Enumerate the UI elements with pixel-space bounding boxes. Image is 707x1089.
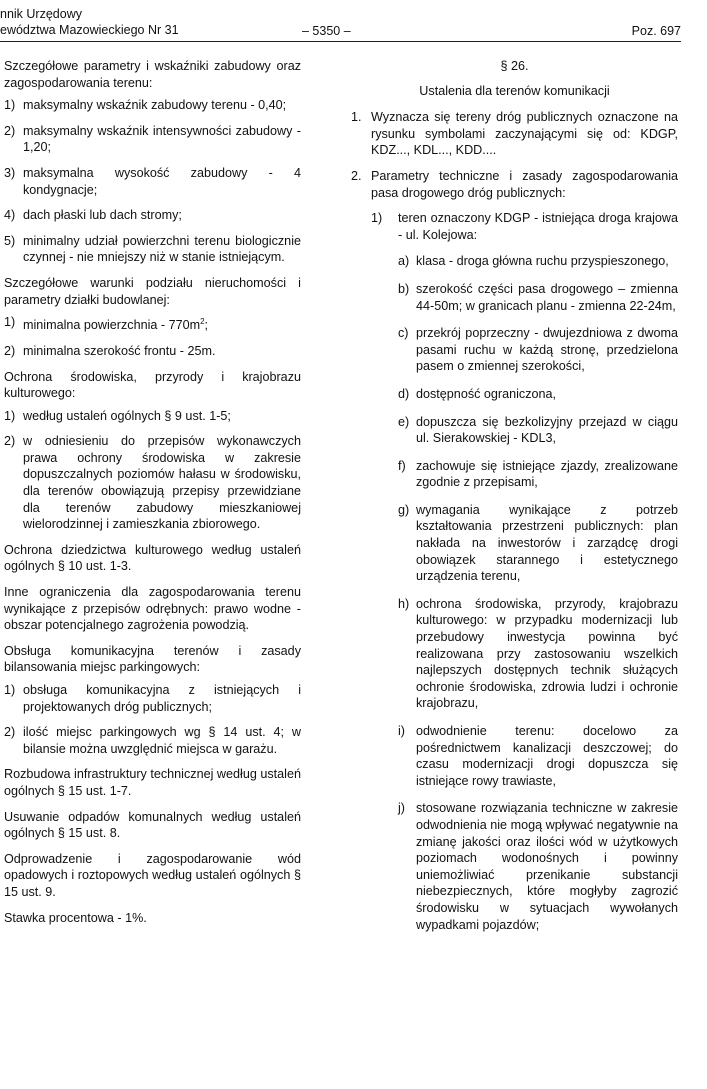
- item-number: 2): [4, 123, 16, 138]
- paragraph: Inne ograniczenia dla zagospodarowania terenu wynikające z przepisów odrębnych: prawo wodne - obszar potencjalnego zagrożenia powodzią.: [4, 585, 301, 633]
- item-number: 1): [4, 98, 16, 113]
- list-item: [4, 97, 301, 114]
- item-text: minimalna szerokość frontu - 25m.: [23, 343, 216, 358]
- list-item: [4, 433, 301, 533]
- left-column: [4, 58, 301, 935]
- item-letter: b): [398, 281, 410, 296]
- item-text: maksymalny wskaźnik intensywności zabudowy - 1,20;: [23, 123, 301, 155]
- item-text: szerokość części pasa drogowego – zmienna 44-50m; w granicach planu - zmienna 22-24m,: [416, 281, 678, 313]
- section-heading: Ustalenia dla terenów komunikacji: [419, 83, 610, 98]
- section-number: § 26.: [500, 59, 529, 73]
- item-letter: e): [398, 414, 410, 429]
- paragraph: Szczegółowe warunki podziału nieruchomości i parametry działki budowlanej:: [4, 275, 301, 307]
- item-text: stosowane rozwiązania techniczne w zakresie odwodnienia nie mogą wpływać negatywnie na zmianę jakości oraz ilości wód w użytkowych poziomach wodonośnych i powinny uniemożliwiać przenikanie substancji niebezpiecznych, które mogłyby zagrozić środowisku w sytuacjach wywołanych wypadkami pojazdów;: [416, 801, 678, 932]
- sub-item: [371, 210, 678, 243]
- letter-item: [398, 281, 678, 314]
- item-number: 2): [4, 343, 16, 358]
- paragraph: Usuwanie odpadów komunalnych według ustaleń ogólnych § 15 ust. 8.: [4, 809, 301, 841]
- item-text: dostępność ograniczona,: [416, 386, 557, 401]
- item-text: teren oznaczony KDGP - istniejąca droga krajowa - ul. Kolejowa:: [398, 211, 678, 242]
- list-item: [4, 233, 301, 266]
- item-number: 3): [4, 165, 16, 180]
- item-text: Wyznacza się tereny dróg publicznych oznaczone na rysunku symbolami zaczynającymi się od: KDGP, KDZ..., KDL..., KDD....: [371, 110, 678, 158]
- letter-item: [398, 596, 678, 712]
- list-item: [4, 314, 301, 334]
- item-letter: c): [398, 326, 409, 341]
- list-item: [4, 682, 301, 715]
- list-item: [351, 168, 678, 201]
- paragraph: Szczegółowe parametry i wskaźniki zabudowy oraz zagospodarowania terenu:: [4, 59, 301, 90]
- item-number: 2.: [351, 168, 362, 183]
- item-text: ilość miejsc parkingowych wg § 14 ust. 4; w bilansie można uwzględnić miejsca w garażu.: [23, 725, 301, 756]
- page-header: [0, 6, 681, 46]
- item-text: dopuszcza się bezkolizyjny przejazd w ciągu ul. Sierakowskiej - KDL3,: [416, 414, 678, 446]
- item-text-main: minimalna powierzchnia - 770m: [23, 318, 201, 333]
- letter-item: [398, 800, 678, 933]
- publication-title: nnik Urzędowy ewództwa Mazowieckiego Nr 31: [0, 7, 179, 37]
- item-text: [23, 314, 301, 334]
- paragraph: Ochrona środowiska, przyrody i krajobrazu kulturowego:: [4, 369, 301, 401]
- superscript: 2: [200, 317, 205, 327]
- item-number: 1.: [351, 110, 362, 125]
- item-letter: g): [398, 502, 410, 517]
- letter-item: [398, 414, 678, 447]
- item-letter: d): [398, 386, 410, 401]
- item-letter: j): [398, 801, 405, 816]
- list-item: [4, 408, 301, 425]
- item-text: klasa - droga główna ruchu przyspieszonego,: [416, 254, 669, 269]
- item-letter: f): [398, 458, 406, 473]
- item-text: w odniesieniu do przepisów wykonawczych prawa ochrony środowiska w zakresie dopuszczalnych poziomów hałasu w środowisku, dla terenów obowiązują przepisy przewidziane dla terenów zabudowy mieszkaniowej wielorodzinnej i zamieszkania zbiorowego.: [23, 434, 301, 532]
- item-number: 1): [371, 211, 383, 226]
- letter-item: [398, 386, 678, 403]
- item-text: zachowuje się istniejące zjazdy, zrealizowane zgodnie z przepisami,: [416, 458, 678, 490]
- item-number: 1): [4, 315, 16, 330]
- list-item: [4, 207, 301, 224]
- item-text: obsługa komunikacyjna z istniejących i projektowanych dróg publicznych;: [23, 683, 301, 714]
- letter-item: [398, 723, 678, 789]
- position-number: Poz. 697: [631, 24, 681, 38]
- item-text: ochrona środowiska, przyrody, krajobrazu kulturowego: w przypadku modernizacji lub przebudowy inwestycja powinna być realizowana przy zastosowaniu wszelkich najlepszych dostępnych technik służących ochronie środowiska, zdrowia ludzi i ochronie krajobrazu,: [416, 596, 678, 711]
- item-text: Parametry techniczne i zasady zagospodarowania pasa drogowego dróg publicznych:: [371, 168, 678, 200]
- letter-item: [398, 502, 678, 585]
- page-number: – 5350 –: [302, 24, 351, 38]
- item-number: 4): [4, 208, 16, 223]
- item-letter: i): [398, 724, 405, 738]
- paragraph: Stawka procentowa - 1%.: [4, 910, 147, 925]
- list-item: [4, 123, 301, 156]
- item-text: przekrój poprzeczny - dwujezdniowa z dwoma pasami ruchu w każdą stronę, przedzielona pasem o zmiennej szerokości,: [416, 326, 678, 374]
- letter-item: [398, 325, 678, 375]
- item-text: minimalny udział powierzchni terenu biologicznie czynnej - nie mniejszy niż w stanie istniejącym.: [23, 233, 301, 265]
- paragraph: Ochrona dziedzictwa kulturowego według ustaleń ogólnych § 10 ust. 1-3.: [4, 542, 301, 574]
- list-item: [351, 109, 678, 159]
- item-letter: a): [398, 254, 410, 269]
- right-column: [351, 58, 678, 944]
- paragraph: Odprowadzenie i zagospodarowanie wód opadowych i roztopowych według ustaleń ogólnych § 15 ust. 9.: [4, 851, 301, 899]
- item-number: 2): [4, 725, 16, 740]
- item-number: 5): [4, 233, 16, 248]
- item-number: 1): [4, 683, 16, 697]
- list-item: [4, 165, 301, 198]
- item-text: dach płaski lub dach stromy;: [23, 208, 182, 223]
- item-text: według ustaleń ogólnych § 9 ust. 1-5;: [23, 408, 231, 423]
- letter-item: [398, 458, 678, 491]
- list-item: [4, 343, 301, 360]
- item-text-end: ;: [204, 318, 209, 333]
- header-rule: [0, 41, 681, 42]
- item-letter: h): [398, 596, 410, 611]
- letter-item: [398, 253, 678, 270]
- item-text: wymagania wynikające z potrzeb kształtowania przestrzeni publicznych: plan nakłada na inwestorów i zarządcę drogi obowiązek starannego i estetycznego urządzenia terenu,: [416, 502, 678, 584]
- list-item: [4, 724, 301, 757]
- item-text: maksymalna wysokość zabudowy - 4 kondygnacje;: [23, 165, 301, 197]
- item-text: maksymalny wskaźnik zabudowy terenu - 0,40;: [23, 98, 287, 113]
- paragraph: Obsługa komunikacyjna terenów i zasady bilansowania miejsc parkingowych:: [4, 643, 301, 675]
- paragraph: Rozbudowa infrastruktury technicznej według ustaleń ogólnych § 15 ust. 1-7.: [4, 767, 301, 798]
- item-text: odwodnienie terenu: docelowo za pośrednictwem kanalizacji deszczowej; do czasu modernizacji drogi dopuszcza się istniejące rowy trawiaste,: [416, 724, 678, 788]
- item-number: 1): [4, 408, 16, 423]
- item-number: 2): [4, 434, 16, 449]
